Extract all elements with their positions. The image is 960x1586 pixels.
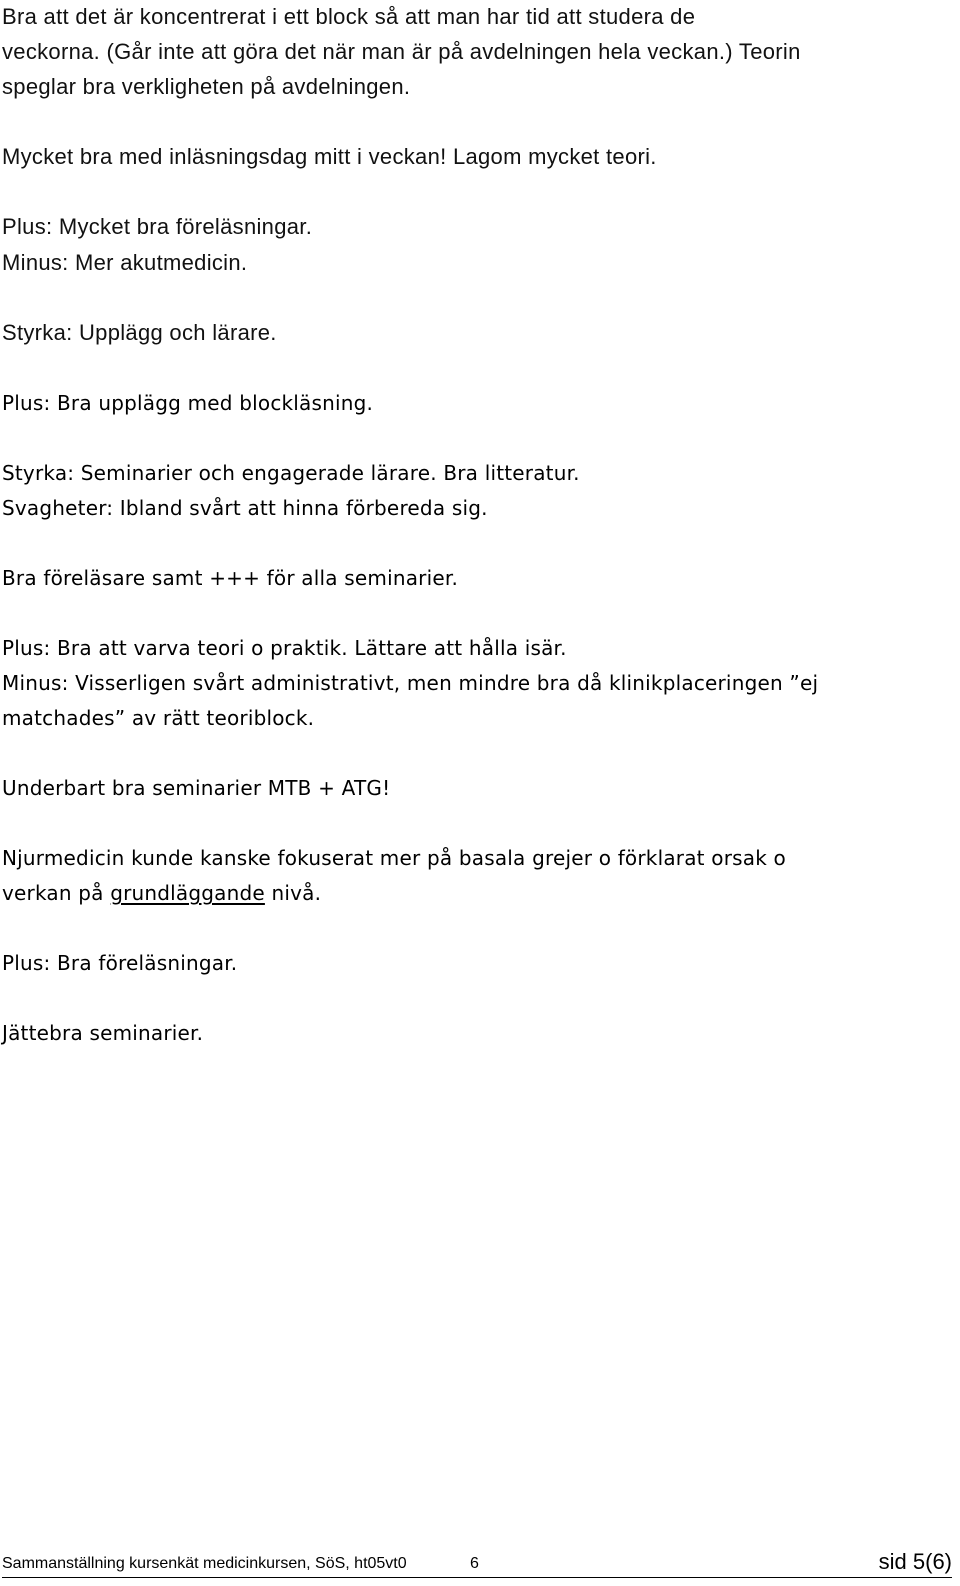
comment-line: Styrka: Seminarier och engagerade lärare. Bra litteratur. xyxy=(2,461,580,485)
comment-line: Plus: Mycket bra föreläsningar. xyxy=(2,214,313,239)
comment-line: veckorna. (Går inte att göra det när man är på avdelningen hela veckan.) Teorin xyxy=(2,39,801,64)
comment-line: Njurmedicin kunde kanske fokuserat mer på basala grejer o förklarat orsak o xyxy=(2,846,786,870)
comment-line: Styrka: Upplägg och lärare. xyxy=(2,320,277,345)
comment-line: Svagheter: Ibland svårt att hinna förbereda sig. xyxy=(2,496,488,520)
comment-line: Bra föreläsare samt +++ för alla seminarier. xyxy=(2,566,459,590)
comment-line: Plus: Bra föreläsningar. xyxy=(2,951,238,975)
footer-divider xyxy=(2,1577,952,1578)
comment-line: Jättebra seminarier. xyxy=(2,1021,204,1045)
comment-line xyxy=(2,876,321,910)
page-number: sid 5(6) xyxy=(878,1549,952,1574)
comment-line: Minus: Visserligen svårt administrativt, men mindre bra då klinikplaceringen ”ej xyxy=(2,671,819,695)
underlined-word: grundläggande xyxy=(110,881,265,905)
comment-line: Bra att det är koncentrerat i ett block så att man har tid att studera de xyxy=(2,4,696,29)
comment-line: Plus: Bra att varva teori o praktik. Lättare att hålla isär. xyxy=(2,636,567,660)
comment-line: matchades” av rätt teoriblock. xyxy=(2,706,315,730)
footer-title: Sammanställning kursenkät medicinkursen, SöS, ht05vt0 xyxy=(2,1555,407,1572)
comment-line: speglar bra verkligheten på avdelningen. xyxy=(2,74,411,99)
comment-line: Minus: Mer akutmedicin. xyxy=(2,250,248,275)
comment-text: verkan på xyxy=(2,881,111,905)
footer-number: 6 xyxy=(470,1555,479,1572)
comment-text: nivå. xyxy=(264,881,322,905)
comment-line: Underbart bra seminarier MTB + ATG! xyxy=(2,776,391,800)
comment-line: Mycket bra med inläsningsdag mitt i veckan! Lagom mycket teori. xyxy=(2,144,657,169)
comment-line: Plus: Bra upplägg med blockläsning. xyxy=(2,391,374,415)
